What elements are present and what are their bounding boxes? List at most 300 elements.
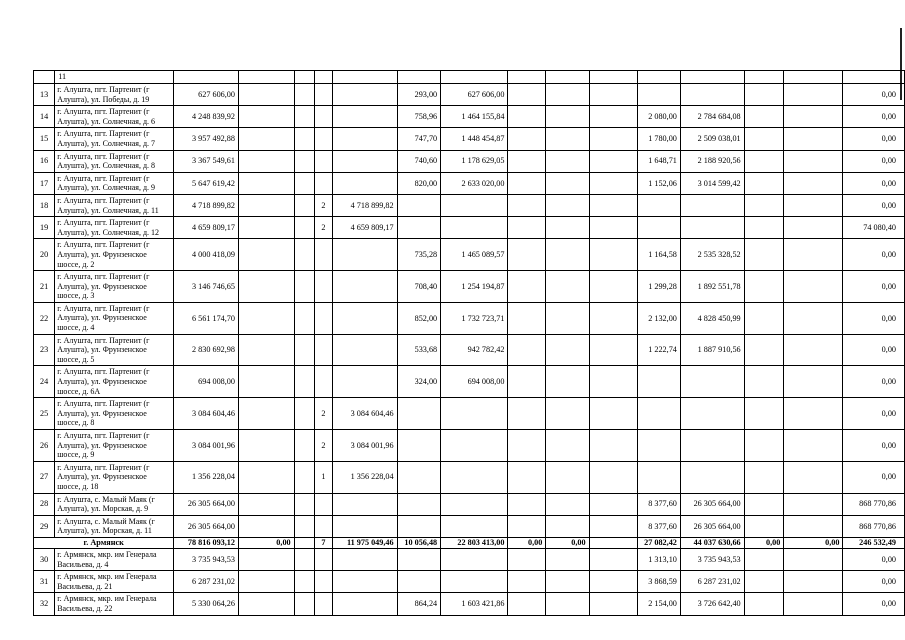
cell-c10 bbox=[546, 84, 589, 106]
cell-area2: 1 648,71 bbox=[638, 150, 681, 172]
cell-index bbox=[34, 71, 55, 84]
cell-c4 bbox=[294, 128, 314, 150]
table-total-row bbox=[34, 537, 905, 548]
cell-sum2: 4 828 450,99 bbox=[680, 302, 744, 334]
cell-area1: 293,00 bbox=[397, 84, 441, 106]
table-row bbox=[34, 493, 905, 515]
cell-sum1 bbox=[441, 194, 508, 216]
cell-c11 bbox=[589, 461, 638, 493]
cell-c6: 3 084 001,96 bbox=[333, 430, 398, 462]
cell-c11 bbox=[589, 239, 638, 271]
cell-c3 bbox=[238, 194, 294, 216]
cell-c3 bbox=[238, 271, 294, 303]
cell-last: 0,00 bbox=[843, 302, 905, 334]
cell-address: г. Алушта, пгт. Партенит (г Алушта), ул. Солнечная, д. 7 bbox=[55, 128, 174, 150]
cell-last: 868 770,86 bbox=[843, 493, 905, 515]
cell-address: г. Алушта, пгт. Партенит (г Алушта), ул. Фрунзенское шоссе, д. 6А bbox=[55, 366, 174, 398]
cell-area1 bbox=[397, 398, 441, 430]
cell-sum2 bbox=[680, 217, 744, 239]
cell-c3 bbox=[238, 548, 294, 570]
cell-sum2: 2 509 038,01 bbox=[680, 128, 744, 150]
table-row bbox=[34, 366, 905, 398]
cell-sum2: 1 887 910,56 bbox=[680, 334, 744, 366]
cell-c11 bbox=[589, 128, 638, 150]
cell-c15 bbox=[784, 548, 843, 570]
cell-c15 bbox=[784, 128, 843, 150]
cell-c15 bbox=[784, 398, 843, 430]
cell-last: 246 532,49 bbox=[843, 537, 905, 548]
cell-sum2 bbox=[680, 366, 744, 398]
cell-area1: 740,60 bbox=[397, 150, 441, 172]
cell-cnt bbox=[314, 302, 332, 334]
cell-c3 bbox=[238, 593, 294, 615]
cell-c14 bbox=[744, 571, 784, 593]
cell-c9 bbox=[508, 398, 546, 430]
cell-index: 25 bbox=[34, 398, 55, 430]
cell-c10 bbox=[546, 515, 589, 537]
cell-sum1 bbox=[441, 493, 508, 515]
cell-cnt: 2 bbox=[314, 194, 332, 216]
cell-c6 bbox=[333, 239, 398, 271]
cell-area1 bbox=[397, 217, 441, 239]
cell-last: 0,00 bbox=[843, 84, 905, 106]
cell-c4 bbox=[294, 194, 314, 216]
cell-c3 bbox=[238, 217, 294, 239]
cell-address: г. Алушта, с. Малый Маяк (г Алушта), ул. Морская, д. 11 bbox=[55, 515, 174, 537]
cell-c14 bbox=[744, 366, 784, 398]
cell-c4 bbox=[294, 398, 314, 430]
cell-total: 6 561 174,70 bbox=[174, 302, 239, 334]
cell-area2: 1 152,06 bbox=[638, 172, 681, 194]
cell-c15 bbox=[784, 571, 843, 593]
cell-c3 bbox=[238, 106, 294, 128]
cell-c4 bbox=[294, 271, 314, 303]
cell-area1: 864,24 bbox=[397, 593, 441, 615]
cell-area1 bbox=[397, 493, 441, 515]
cell-c15: 0,00 bbox=[784, 537, 843, 548]
cell-area1: 852,00 bbox=[397, 302, 441, 334]
cell-c14 bbox=[744, 172, 784, 194]
table-row bbox=[34, 106, 905, 128]
cell-index: 19 bbox=[34, 217, 55, 239]
cell-c9: 0,00 bbox=[508, 537, 546, 548]
cell-c15 bbox=[784, 239, 843, 271]
cell-sum2: 3 726 642,40 bbox=[680, 593, 744, 615]
cell-last: 0,00 bbox=[843, 398, 905, 430]
cell-last: 0,00 bbox=[843, 239, 905, 271]
cell-sum2 bbox=[680, 398, 744, 430]
cell-c9 bbox=[508, 366, 546, 398]
cell-area2 bbox=[638, 398, 681, 430]
cell-area2: 1 164,58 bbox=[638, 239, 681, 271]
cell-sum2: 44 037 630,66 bbox=[680, 537, 744, 548]
document-sheet bbox=[33, 70, 905, 616]
cell-index: 17 bbox=[34, 172, 55, 194]
cell-area2: 2 132,00 bbox=[638, 302, 681, 334]
cell-c10 bbox=[546, 106, 589, 128]
cell-c9 bbox=[508, 571, 546, 593]
cell-c11 bbox=[589, 430, 638, 462]
cell-c6 bbox=[333, 493, 398, 515]
cell-cnt bbox=[314, 84, 332, 106]
cell-sum1 bbox=[441, 430, 508, 462]
cell-sum2 bbox=[680, 84, 744, 106]
cell-index: 32 bbox=[34, 593, 55, 615]
cell-last: 868 770,86 bbox=[843, 515, 905, 537]
cell-c4 bbox=[294, 430, 314, 462]
cell-cnt bbox=[314, 334, 332, 366]
cell-c6 bbox=[333, 150, 398, 172]
cell-address: г. Алушта, пгт. Партенит (г Алушта), ул. Фрунзенское шоссе, д. 18 bbox=[55, 461, 174, 493]
cell-c3 bbox=[238, 84, 294, 106]
cell-cnt bbox=[314, 493, 332, 515]
table-row bbox=[34, 172, 905, 194]
cell-c10 bbox=[546, 571, 589, 593]
cell-c15 bbox=[784, 217, 843, 239]
cell-address: г. Алушта, с. Малый Маяк (г Алушта), ул. Морская, д. 9 bbox=[55, 493, 174, 515]
cell-sum2: 3 014 599,42 bbox=[680, 172, 744, 194]
cell-address: г. Алушта, пгт. Партенит (г Алушта), ул. Фрунзенское шоссе, д. 8 bbox=[55, 398, 174, 430]
cell-c3 bbox=[238, 398, 294, 430]
cell-c15 bbox=[784, 194, 843, 216]
cell-c9 bbox=[508, 217, 546, 239]
cell-total: 4 659 809,17 bbox=[174, 217, 239, 239]
cell-c9 bbox=[508, 515, 546, 537]
cell-c9 bbox=[508, 271, 546, 303]
cell-sum2: 1 892 551,78 bbox=[680, 271, 744, 303]
cell-total: 26 305 664,00 bbox=[174, 493, 239, 515]
cell-c4 bbox=[294, 537, 314, 548]
cell-c11 bbox=[589, 366, 638, 398]
cell-address: г. Алушта, пгт. Партенит (г Алушта), ул. Солнечная, д. 8 bbox=[55, 150, 174, 172]
cell-index: 21 bbox=[34, 271, 55, 303]
cell-c4 bbox=[294, 461, 314, 493]
table-row-continuation bbox=[34, 71, 905, 84]
cell-sum1: 1 254 194,87 bbox=[441, 271, 508, 303]
cell-c15 bbox=[784, 430, 843, 462]
cell-area2: 3 868,59 bbox=[638, 571, 681, 593]
cell-c9 bbox=[508, 593, 546, 615]
cell-c6: 1 356 228,04 bbox=[333, 461, 398, 493]
cell-c9 bbox=[508, 239, 546, 271]
cell-c3 bbox=[238, 128, 294, 150]
cell-c11 bbox=[589, 106, 638, 128]
cell-area2: 1 780,00 bbox=[638, 128, 681, 150]
cell-total: 5 647 619,42 bbox=[174, 172, 239, 194]
cell-cnt bbox=[314, 106, 332, 128]
cell-sum1: 2 633 020,00 bbox=[441, 172, 508, 194]
cell-c14 bbox=[744, 271, 784, 303]
cell-c15 bbox=[784, 334, 843, 366]
cell-total: 4 718 899,82 bbox=[174, 194, 239, 216]
cell-last: 0,00 bbox=[843, 571, 905, 593]
cell-sum2: 26 305 664,00 bbox=[680, 515, 744, 537]
table-row bbox=[34, 548, 905, 570]
cell-c10 bbox=[546, 271, 589, 303]
cell-c9 bbox=[508, 128, 546, 150]
table-row bbox=[34, 217, 905, 239]
cell-cnt bbox=[314, 172, 332, 194]
cell-index: 31 bbox=[34, 571, 55, 593]
cell-total: 2 830 692,98 bbox=[174, 334, 239, 366]
cell-c9 bbox=[508, 302, 546, 334]
cell-index: 20 bbox=[34, 239, 55, 271]
cell-total: 3 735 943,53 bbox=[174, 548, 239, 570]
cell-c10 bbox=[546, 366, 589, 398]
cell-c4 bbox=[294, 217, 314, 239]
cell-c14 bbox=[744, 239, 784, 271]
cell-sum1 bbox=[441, 515, 508, 537]
cell-index: 29 bbox=[34, 515, 55, 537]
cell-c14 bbox=[744, 548, 784, 570]
cell-c4 bbox=[294, 334, 314, 366]
cell-c3 bbox=[238, 366, 294, 398]
cell-c11 bbox=[589, 172, 638, 194]
cell-last: 0,00 bbox=[843, 194, 905, 216]
cell-sum2: 3 735 943,53 bbox=[680, 548, 744, 570]
cell-last: 0,00 bbox=[843, 172, 905, 194]
cell-c14 bbox=[744, 84, 784, 106]
cell-cnt: 2 bbox=[314, 217, 332, 239]
cell-c10 bbox=[546, 430, 589, 462]
cell-address: г. Алушта, пгт. Партенит (г Алушта), ул. Фрунзенское шоссе, д. 5 bbox=[55, 334, 174, 366]
table-row bbox=[34, 84, 905, 106]
cell-sum2: 26 305 664,00 bbox=[680, 493, 744, 515]
cell-sum2: 2 535 328,52 bbox=[680, 239, 744, 271]
cell-total: 694 008,00 bbox=[174, 366, 239, 398]
cell-c9 bbox=[508, 194, 546, 216]
cell-area1 bbox=[397, 461, 441, 493]
cell-c9 bbox=[508, 172, 546, 194]
cell-c4 bbox=[294, 106, 314, 128]
cell-c6 bbox=[333, 106, 398, 128]
cell-c11 bbox=[589, 493, 638, 515]
cell-total: 4 000 418,09 bbox=[174, 239, 239, 271]
cell-total: 4 248 839,92 bbox=[174, 106, 239, 128]
cell-area2: 2 154,00 bbox=[638, 593, 681, 615]
cell-area2: 2 080,00 bbox=[638, 106, 681, 128]
cell-c15 bbox=[784, 366, 843, 398]
cell-c10 bbox=[546, 334, 589, 366]
cell-area2 bbox=[638, 194, 681, 216]
cell-sum1: 22 803 413,00 bbox=[441, 537, 508, 548]
cell-c6 bbox=[333, 302, 398, 334]
total-row-city: г. Армянск bbox=[34, 537, 174, 548]
cell-area2: 1 313,10 bbox=[638, 548, 681, 570]
cell-c4 bbox=[294, 493, 314, 515]
cell-c14 bbox=[744, 334, 784, 366]
cell-c3 bbox=[238, 461, 294, 493]
cell-sum2: 2 188 920,56 bbox=[680, 150, 744, 172]
cell-index: 16 bbox=[34, 150, 55, 172]
cell-area1: 758,96 bbox=[397, 106, 441, 128]
cell-address: г. Алушта, пгт. Партенит (г Алушта), ул. Солнечная, д. 12 bbox=[55, 217, 174, 239]
cell-index: 24 bbox=[34, 366, 55, 398]
cell-area1: 10 056,48 bbox=[397, 537, 441, 548]
cell-c11 bbox=[589, 537, 638, 548]
cell-total: 26 305 664,00 bbox=[174, 515, 239, 537]
cell-c3 bbox=[238, 493, 294, 515]
cell-last: 0,00 bbox=[843, 430, 905, 462]
cell-last: 0,00 bbox=[843, 271, 905, 303]
cell-c14 bbox=[744, 217, 784, 239]
cell-total: 3 957 492,88 bbox=[174, 128, 239, 150]
cell-c6 bbox=[333, 515, 398, 537]
cell-sum1 bbox=[441, 217, 508, 239]
cell-last: 0,00 bbox=[843, 593, 905, 615]
cell-sum1: 1 464 155,84 bbox=[441, 106, 508, 128]
cell-area2 bbox=[638, 430, 681, 462]
cell-c15 bbox=[784, 84, 843, 106]
cell-area2: 1 222,74 bbox=[638, 334, 681, 366]
cell-sum1 bbox=[441, 398, 508, 430]
table-row bbox=[34, 302, 905, 334]
cell-area2: 8 377,60 bbox=[638, 515, 681, 537]
cell-area1: 533,68 bbox=[397, 334, 441, 366]
cell-c14 bbox=[744, 302, 784, 334]
cell-c6: 4 659 809,17 bbox=[333, 217, 398, 239]
cell-cnt: 1 bbox=[314, 461, 332, 493]
cell-c6 bbox=[333, 571, 398, 593]
cell-c14 bbox=[744, 493, 784, 515]
cell-c6: 11 975 049,46 bbox=[333, 537, 398, 548]
cell-area1 bbox=[397, 571, 441, 593]
cell-c6 bbox=[333, 548, 398, 570]
cell-last: 0,00 bbox=[843, 334, 905, 366]
cell-area1: 324,00 bbox=[397, 366, 441, 398]
cell-total: 3 367 549,61 bbox=[174, 150, 239, 172]
cell-c9 bbox=[508, 150, 546, 172]
cell-last: 0,00 bbox=[843, 106, 905, 128]
cell-index: 18 bbox=[34, 194, 55, 216]
cell-c10 bbox=[546, 150, 589, 172]
cell-c9 bbox=[508, 493, 546, 515]
cell-c4 bbox=[294, 515, 314, 537]
cell-total: 78 816 093,12 bbox=[174, 537, 239, 548]
cell-index: 15 bbox=[34, 128, 55, 150]
cell-index: 26 bbox=[34, 430, 55, 462]
cell-c14 bbox=[744, 515, 784, 537]
cell-area2: 8 377,60 bbox=[638, 493, 681, 515]
table-row bbox=[34, 271, 905, 303]
cell-c6 bbox=[333, 172, 398, 194]
cell-c11 bbox=[589, 515, 638, 537]
cell-index: 27 bbox=[34, 461, 55, 493]
cell-c14 bbox=[744, 128, 784, 150]
cell-cnt bbox=[314, 271, 332, 303]
cell-c11 bbox=[589, 334, 638, 366]
cell-last: 74 080,40 bbox=[843, 217, 905, 239]
cell-c14 bbox=[744, 398, 784, 430]
cell-c14 bbox=[744, 106, 784, 128]
cell-c10 bbox=[546, 302, 589, 334]
table-row bbox=[34, 461, 905, 493]
cell-cnt bbox=[314, 239, 332, 271]
cell-index: 28 bbox=[34, 493, 55, 515]
cell-address: г. Алушта, пгт. Партенит (г Алушта), ул. Фрунзенское шоссе, д. 9 bbox=[55, 430, 174, 462]
cell-cnt bbox=[314, 150, 332, 172]
cell-c3: 0,00 bbox=[238, 537, 294, 548]
cell-total: 3 084 604,46 bbox=[174, 398, 239, 430]
cell-area2 bbox=[638, 366, 681, 398]
cell-c14 bbox=[744, 593, 784, 615]
table-row bbox=[34, 430, 905, 462]
cell-sum1: 1 178 629,05 bbox=[441, 150, 508, 172]
cell-c4 bbox=[294, 150, 314, 172]
cell-c6: 3 084 604,46 bbox=[333, 398, 398, 430]
cell-cnt bbox=[314, 548, 332, 570]
cell-last: 0,00 bbox=[843, 461, 905, 493]
cell-address: г. Алушта, пгт. Партенит (г Алушта), ул. Солнечная, д. 6 bbox=[55, 106, 174, 128]
cell-c9 bbox=[508, 461, 546, 493]
cell-last: 0,00 bbox=[843, 548, 905, 570]
cell-c3 bbox=[238, 172, 294, 194]
cell-c10 bbox=[546, 398, 589, 430]
cell-cnt: 7 bbox=[314, 537, 332, 548]
cell-area2 bbox=[638, 84, 681, 106]
cell-cnt: 2 bbox=[314, 398, 332, 430]
cell-last: 0,00 bbox=[843, 366, 905, 398]
cell-area1: 747,70 bbox=[397, 128, 441, 150]
cell-c10: 0,00 bbox=[546, 537, 589, 548]
cell-c14: 0,00 bbox=[744, 537, 784, 548]
cell-address: г. Армянск, мкр. им Генерала Васильева, д. 22 bbox=[55, 593, 174, 615]
cell-c15 bbox=[784, 593, 843, 615]
cell-c4 bbox=[294, 548, 314, 570]
cell-last: 0,00 bbox=[843, 128, 905, 150]
cell-c15 bbox=[784, 302, 843, 334]
cell-address: г. Алушта, пгт. Партенит (г Алушта), ул. Победы, д. 19 bbox=[55, 84, 174, 106]
cell-sum2 bbox=[680, 461, 744, 493]
cell-address: г. Алушта, пгт. Партенит (г Алушта), ул. Фрунзенское шоссе, д. 3 bbox=[55, 271, 174, 303]
cell-total: 6 287 231,02 bbox=[174, 571, 239, 593]
cell-c11 bbox=[589, 593, 638, 615]
cell-area1: 735,28 bbox=[397, 239, 441, 271]
cell-total: 3 084 001,96 bbox=[174, 430, 239, 462]
cell-area2 bbox=[638, 461, 681, 493]
table-row bbox=[34, 239, 905, 271]
cell-c9 bbox=[508, 106, 546, 128]
cell-c14 bbox=[744, 150, 784, 172]
cell-c10 bbox=[546, 239, 589, 271]
cell-c10 bbox=[546, 593, 589, 615]
cell-area1 bbox=[397, 515, 441, 537]
table-row bbox=[34, 128, 905, 150]
cell-c4 bbox=[294, 366, 314, 398]
cell-c10 bbox=[546, 217, 589, 239]
cell-sum1: 942 782,42 bbox=[441, 334, 508, 366]
cell-c11 bbox=[589, 398, 638, 430]
cell-cnt bbox=[314, 366, 332, 398]
cell-address: г. Алушта, пгт. Партенит (г Алушта), ул. Солнечная, д. 9 bbox=[55, 172, 174, 194]
cell-c6 bbox=[333, 593, 398, 615]
cell-c11 bbox=[589, 217, 638, 239]
cell-c11 bbox=[589, 571, 638, 593]
cell-area1 bbox=[397, 430, 441, 462]
cell-cnt: 2 bbox=[314, 430, 332, 462]
cell-c3 bbox=[238, 334, 294, 366]
cell-c11 bbox=[589, 302, 638, 334]
cell-address: г. Армянск, мкр. им Генерала Васильева, д. 21 bbox=[55, 571, 174, 593]
cell-sum2: 6 287 231,02 bbox=[680, 571, 744, 593]
cell-c11 bbox=[589, 194, 638, 216]
cell-c9 bbox=[508, 84, 546, 106]
cell-c3 bbox=[238, 515, 294, 537]
cell-address: г. Алушта, пгт. Партенит (г Алушта), ул. Фрунзенское шоссе, д. 2 bbox=[55, 239, 174, 271]
cell-c9 bbox=[508, 430, 546, 462]
cell-c6 bbox=[333, 334, 398, 366]
cell-c3 bbox=[238, 302, 294, 334]
